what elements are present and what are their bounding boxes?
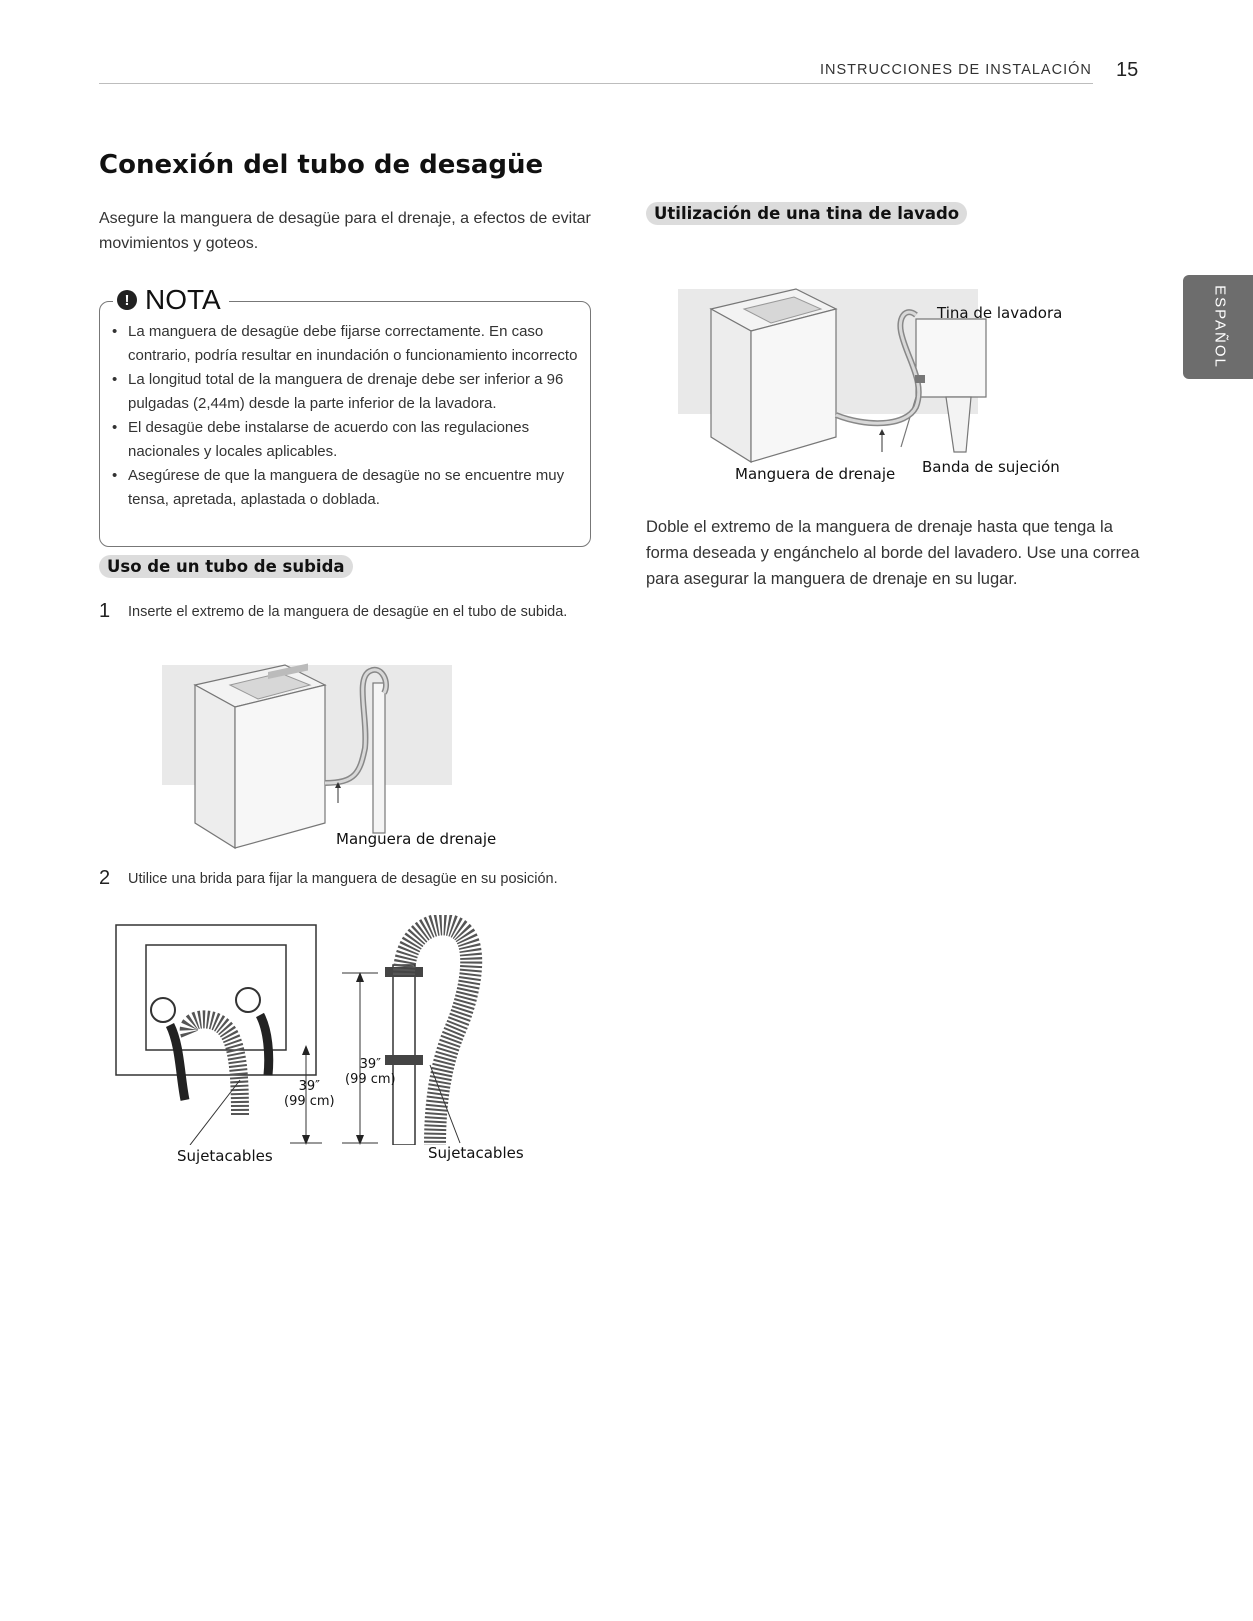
- intro-paragraph: Asegure la manguera de desagüe para el drenaje, a efectos de evitar movimientos y goteos.: [99, 210, 591, 252]
- cable-tie-illustration: [110, 915, 540, 1145]
- language-tab: [1183, 275, 1253, 379]
- left-cable-tie-caption: Sujetacables: [177, 1147, 273, 1165]
- right-cable-tie-caption: Sujetacables: [428, 1144, 524, 1162]
- right-dimension: [345, 1057, 396, 1087]
- strap-label: Banda de sujeción: [922, 458, 1060, 476]
- standpipe-heading: Uso de un tubo de subida: [99, 555, 353, 578]
- note-item: • El desagüe debe instalarse de acuerdo con las regulaciones nacionales y locales aplicables.: [108, 416, 578, 464]
- tub-hose-label: Manguera de drenaje: [735, 465, 896, 483]
- header-divider: [99, 83, 1093, 84]
- tub-instructions: Doble el extremo de la manguera de drenaje hasta que tenga la forma deseada y engánchelo al borde del lavadero. Use una correa para asegurar la manguera de drenaje en su lugar.: [646, 518, 1140, 588]
- language-tab-label: ESPAÑOL: [1211, 285, 1229, 369]
- step-1-number: 1: [99, 600, 111, 622]
- note-item: • La longitud total de la manguera de drenaje debe ser inferior a 96 pulgadas (2,44m) desde la parte inferior de la lavadora.: [108, 368, 578, 416]
- right-dimension-inches: 39″: [359, 1057, 382, 1072]
- right-dimension-cm: (99 cm): [345, 1072, 396, 1087]
- tub-heading: Utilización de una tina de lavado: [646, 202, 967, 225]
- note-header: [113, 284, 229, 316]
- left-dimension-inches: 39″: [298, 1079, 321, 1094]
- figure-1-caption: Manguera de drenaje: [336, 830, 497, 848]
- standpipe-illustration: [160, 663, 520, 853]
- header-section-title: INSTRUCCIONES DE INSTALACIÓN: [820, 62, 1092, 78]
- step-2-text: Utilice una brida para fijar la manguera de desagüe en su posición.: [128, 871, 558, 887]
- note-label: NOTA: [145, 284, 221, 315]
- page-title: Conexión del tubo de desagüe: [99, 150, 544, 180]
- tub-label: Tina de lavadora: [937, 304, 1063, 322]
- page-number: 15: [1116, 59, 1139, 81]
- warning-icon: !: [117, 290, 137, 310]
- note-item: • La manguera de desagüe debe fijarse correctamente. En caso contrario, podría resultar en inundación o funcionamiento incorrecto: [108, 320, 578, 368]
- step-2-number: 2: [99, 867, 111, 889]
- left-dimension: [284, 1079, 335, 1109]
- left-dimension-cm: (99 cm): [284, 1094, 335, 1109]
- note-list: [108, 320, 578, 512]
- note-item: • Asegúrese de que la manguera de desagüe no se encuentre muy tensa, apretada, aplastada o doblada.: [108, 464, 578, 512]
- step-1-text: Inserte el extremo de la manguera de desagüe en el tubo de subida.: [128, 604, 568, 620]
